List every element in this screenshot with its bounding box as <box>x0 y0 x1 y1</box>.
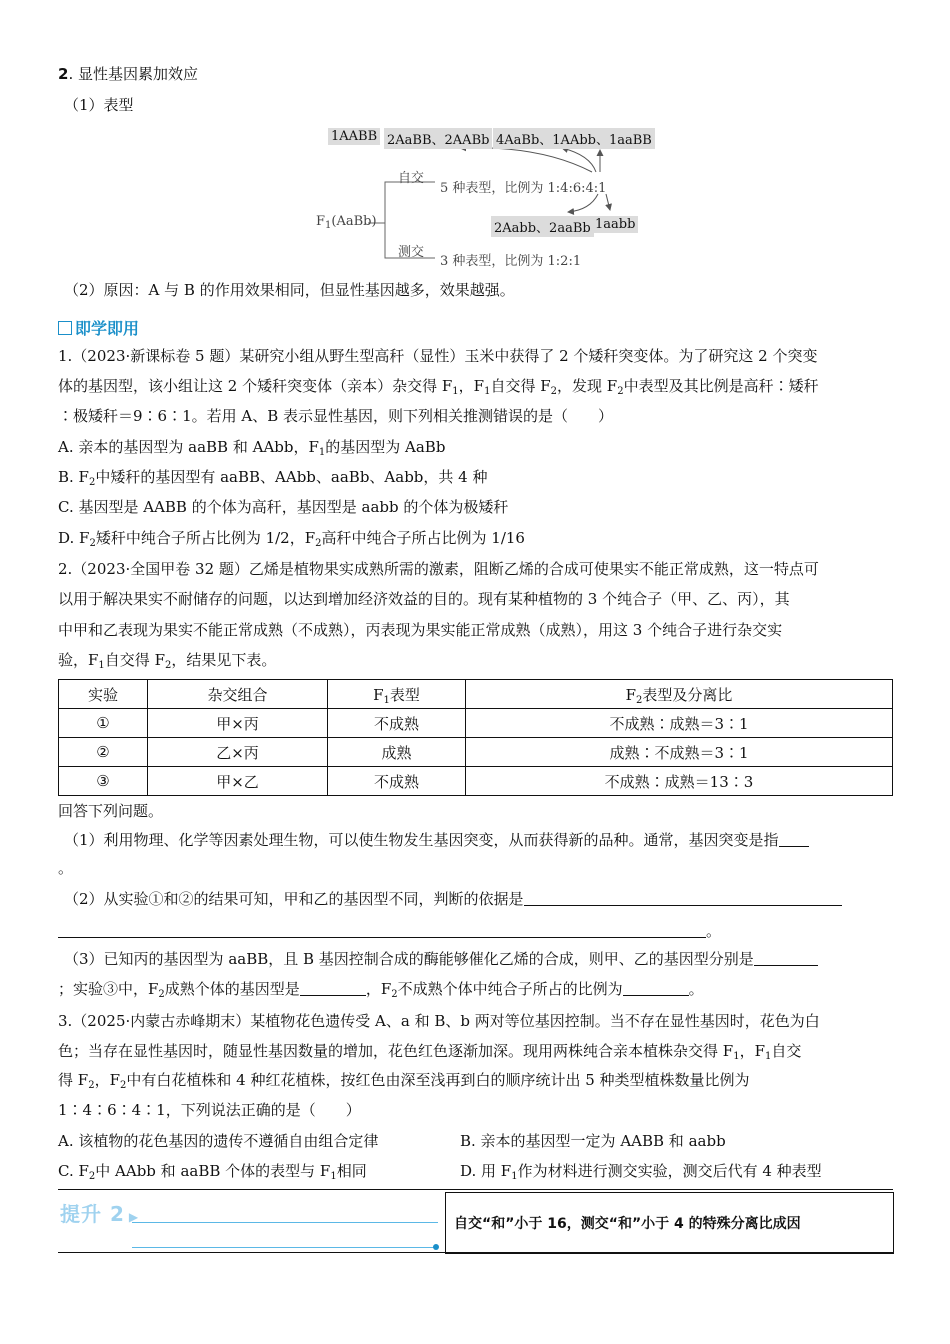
dot-icon <box>433 1244 439 1250</box>
q2-part-2: （2）从实验①和②的结果可知，甲和乙的基因型不同，判断的依据是 <box>64 889 842 909</box>
footer-title-box <box>445 1192 894 1254</box>
f1-label: $F_1(AaBb)$ <box>316 214 377 231</box>
practice-heading: 即学即用 <box>58 316 139 339</box>
q2-part-2-end: 。 <box>58 921 721 941</box>
table-cell: 不成熟 <box>328 767 466 796</box>
footer-title: 自交“和”小于 16，测交“和”小于 4 的特殊分离比成因 <box>454 1216 801 1232</box>
selfing-result: 5 种表型，比例为 1:4:6:4:1 <box>440 181 607 196</box>
q1-line-2: 体的基因型，该小组让这 2 个矮秆突变体（亲本）杂交得 $F_1$，$F_1$自交得 $F_2$，发现 $F_2$中表型及其比例是高秆∶矮秆 <box>58 377 819 397</box>
genotype-box-2aabb: 2AaBB、2AABb <box>384 128 492 149</box>
section-title: 2. 显性基因累加效应 <box>58 65 198 83</box>
answer-blank[interactable] <box>623 981 689 996</box>
q3-line-3: 得 $F_2$，$F_2$中有白花植株和 4 种红花植株，按红色由深至浅再到白的顺序统计出 5 种类型植株数量比例为 <box>58 1071 750 1091</box>
table-cell: 甲×乙 <box>148 767 328 796</box>
table-cell: 不成熟∶成熟＝13∶3 <box>466 767 893 796</box>
q2-line-1: 2.（2023·全国甲卷 32 题）乙烯是植物果实成熟所需的激素，阻断乙烯的合成可使果实不能正常成熟，这一特点可 <box>58 560 819 578</box>
table-cell: 甲×丙 <box>148 709 328 738</box>
q2-part-1: （1）利用物理、化学等因素处理生物，可以使生物发生基因突变，从而获得新的品种。通常，基因突变是指 <box>64 830 809 850</box>
q3-option-d[interactable]: D. 用 $F_1$作为材料进行测交实验，测交后代有 4 种表型 <box>460 1162 822 1182</box>
q3-line-2: 色；当存在显性基因时，随显性基因数量的增加，花色红色逐渐加深。现用两株纯合亲本植株杂交得 $F_1$，$F_1$自交 <box>58 1042 802 1062</box>
inheritance-diagram <box>310 120 652 270</box>
q1-line-3: ∶极矮秆＝9∶6∶1。若用 A、B 表示显性基因，则下列相关推测错误的是（ ） <box>58 407 614 425</box>
testcross-result: 3 种表型，比例为 1:2:1 <box>440 254 582 269</box>
table-header-row <box>59 680 893 709</box>
q2-line-4: 验，$F_1$自交得 $F_2$，结果见下表。 <box>58 651 277 671</box>
arrow-right-icon: ▶ <box>128 1210 140 1224</box>
genotype-box-1aabb-test: 1aabb <box>592 216 638 233</box>
genotype-box-4aabb: 4AaBb、1AAbb、1aaBB <box>493 128 655 149</box>
table-header: 实验 <box>59 680 148 709</box>
q3-line-1: 3.（2025·内蒙古赤峰期末）某植物花色遗传受 A、a 和 B、b 两对等位基因控制。当不存在显性基因时，花色为白 <box>58 1012 820 1030</box>
q1-option-c[interactable]: C. 基因型是 AABB 的个体为高秆，基因型是 aabb 的个体为极矮秆 <box>58 498 509 516</box>
table-cell: 不成熟∶成熟＝3∶1 <box>466 709 893 738</box>
table-cell: ① <box>59 709 148 738</box>
table-cell: 不成熟 <box>328 709 466 738</box>
q2-line-3: 中甲和乙表现为果实不能正常成熟（不成熟），丙表现为果实能正常成熟（成熟），用这 3 个纯合子进行杂交实 <box>58 621 783 639</box>
q2-part-3: （3）已知丙的基因型为 aaBB，且 B 基因控制合成的酶能够催化乙烯的合成，则甲、乙的基因型分别是 <box>64 949 818 969</box>
table-cell: ② <box>59 738 148 767</box>
table-row <box>59 767 893 796</box>
q3-option-c[interactable]: C. $F_2$中 AAbb 和 aaBB 个体的表型与 $F_1$相同 <box>58 1162 367 1182</box>
genotype-box-2aabb-test: 2Aabb、2aaBb <box>491 216 594 237</box>
answer-blank[interactable] <box>300 981 366 996</box>
q3-line-4: 1∶4∶6∶4∶1，下列说法正确的是（ ） <box>58 1101 361 1119</box>
q3-option-a[interactable]: A. 该植物的花色基因的遗传不遵循自由组合定律 <box>58 1132 379 1150</box>
q2-part-3-cont: ；实验③中，$F_2$成熟个体的基因型是 ，$F_2$不成熟个体中纯合子所占的比例为 。 <box>58 980 704 1000</box>
q1-option-d[interactable]: D. $F_2$矮秆中纯合子所占比例为 1/2，$F_2$高秆中纯合子所占比例为 1/16 <box>58 529 525 549</box>
footer-top-rule <box>58 1189 893 1190</box>
footer-badge: 提升 2 ▶ <box>60 1202 140 1226</box>
testcross-label: 测交 <box>398 245 425 260</box>
answer-blank[interactable] <box>524 891 842 906</box>
selfing-label: 自交 <box>398 171 425 186</box>
q1-line-1: 1.（2023·新课标卷 5 题）某研究小组从野生型高秆（显性）玉米中获得了 2 个矮秆突变体。为了研究这 2 个突变 <box>58 347 818 365</box>
table-header: $F_1$表型 <box>328 680 466 709</box>
footer-accent-line-2 <box>132 1247 437 1248</box>
square-icon <box>58 321 72 335</box>
results-table <box>58 679 893 796</box>
q2-part-1-end: 。 <box>58 859 74 877</box>
answer-blank[interactable] <box>58 923 706 938</box>
table-header: 杂交组合 <box>148 680 328 709</box>
footer-accent-line-1 <box>132 1222 438 1223</box>
table-row <box>59 709 893 738</box>
subsection-reason: （2）原因：A 与 B 的作用效果相同，但显性基因越多，效果越强。 <box>64 281 515 299</box>
answer-blank[interactable] <box>754 951 818 966</box>
table-cell: 乙×丙 <box>148 738 328 767</box>
table-header: $F_2$表型及分离比 <box>466 680 893 709</box>
table-row <box>59 738 893 767</box>
q2-line-2: 以用于解决果实不耐储存的问题，以达到增加经济效益的目的。现有某种植物的 3 个纯合子（甲、乙、丙），其 <box>58 590 790 608</box>
table-cell: 成熟 <box>328 738 466 767</box>
table-cell: 成熟∶不成熟＝3∶1 <box>466 738 893 767</box>
q3-option-b[interactable]: B. 亲本的基因型一定为 AABB 和 aabb <box>460 1132 726 1150</box>
q2-answer-intro: 回答下列问题。 <box>58 802 164 820</box>
q1-option-b[interactable]: B. $F_2$中矮秆的基因型有 aaBB、AAbb、aaBb、Aabb，共 4 种 <box>58 468 488 488</box>
table-cell: ③ <box>59 767 148 796</box>
q1-option-a[interactable]: A. 亲本的基因型为 aaBB 和 AAbb，$F_1$的基因型为 AaBb <box>58 438 446 458</box>
subsection-phenotype: （1）表型 <box>64 96 134 114</box>
answer-blank[interactable] <box>779 832 809 847</box>
genotype-box-1aabb: 1AABB <box>328 128 380 145</box>
